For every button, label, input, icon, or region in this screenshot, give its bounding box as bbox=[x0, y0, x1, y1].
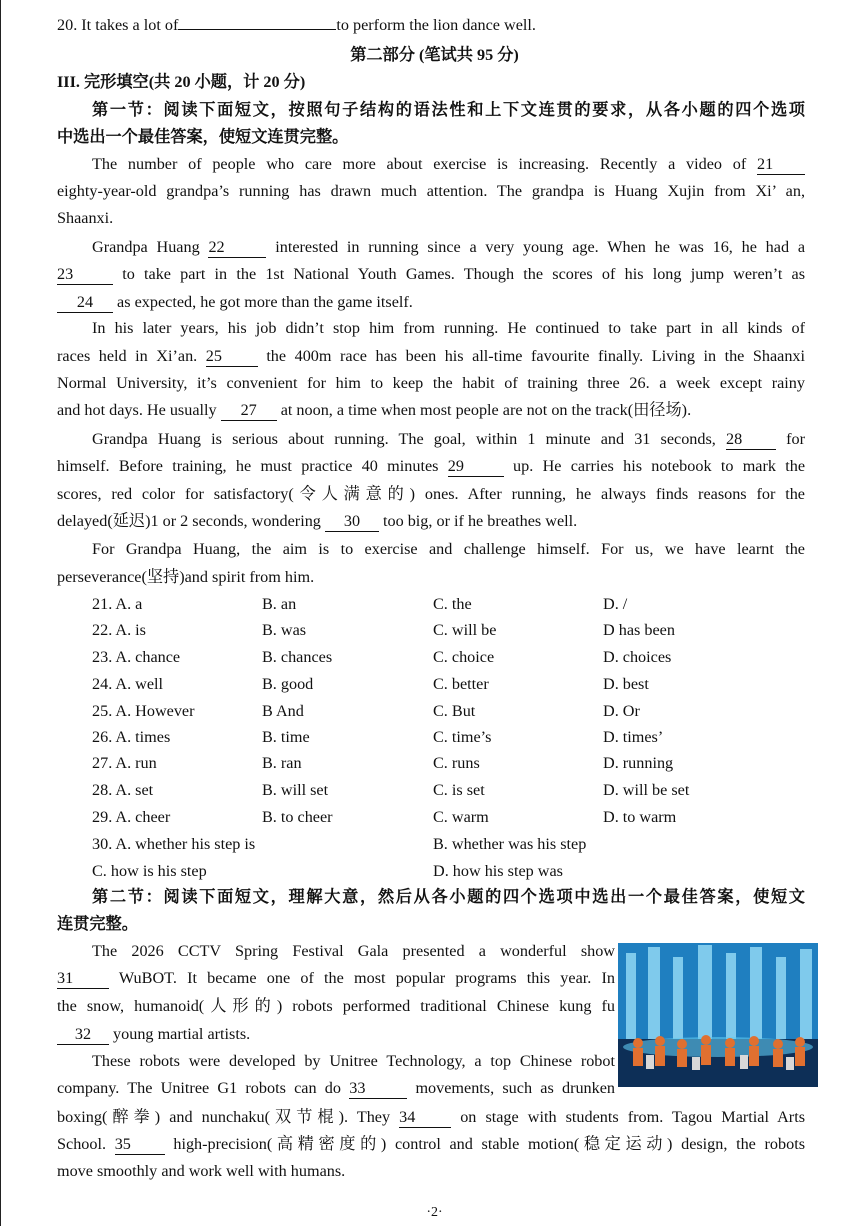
q20-prefix: 20. It takes a lot of bbox=[57, 16, 179, 34]
option-b[interactable]: B. good bbox=[262, 675, 314, 693]
passage2-line: The 2026 CCTV Spring Festival Gala presented a wonderful show bbox=[92, 942, 615, 960]
option-a[interactable]: 24. A. well bbox=[92, 675, 164, 693]
passage2-line: move smoothly and work well with humans. bbox=[57, 1162, 346, 1180]
blank-30[interactable]: 30 bbox=[325, 512, 379, 532]
option-b[interactable]: B And bbox=[262, 702, 304, 720]
option-d[interactable]: D has been bbox=[603, 621, 675, 639]
passage1-line: races held in Xi’an. 25 the 400m race has been his all-time favourite finally. Living in the Shaanxi bbox=[57, 347, 806, 365]
option-d[interactable]: D. choices bbox=[603, 648, 672, 666]
option-a[interactable]: 26. A. times bbox=[92, 728, 171, 746]
passage1-line: eighty-year-old grandpa’s running has drawn much attention. The grandpa is Huang Xujin from Xi’ an, bbox=[57, 182, 805, 200]
blank-24[interactable]: 24 bbox=[57, 293, 113, 313]
option-c[interactable]: C. runs bbox=[433, 754, 480, 772]
passage2-line: 32 young martial artists. bbox=[57, 1023, 805, 1045]
option-b[interactable]: B. chances bbox=[262, 648, 333, 666]
q20-suffix: to perform the lion dance well. bbox=[336, 16, 536, 34]
blank-23[interactable]: 23 bbox=[57, 265, 113, 285]
section1-instruction: 第一节：阅读下面短文，按照句子结构的语法性和上下文连贯的要求，从各小题的四个选项 bbox=[92, 101, 805, 119]
option-b[interactable]: B. whether was his step bbox=[433, 835, 587, 853]
passage1-line: Normal University, it’s convenient for him to keep the habit of training three 26. a week except rainy bbox=[57, 374, 805, 392]
option-c[interactable]: C. how is his step bbox=[92, 862, 207, 880]
passage2-line: School. 35 high-precision(高精密度的) control and stable motion(稳定运动) design, the robots bbox=[57, 1135, 805, 1153]
blank-32[interactable]: 32 bbox=[57, 1025, 109, 1045]
passage2-line: the snow, humanoid(人形的) robots performed traditional Chinese kung fu bbox=[57, 997, 615, 1015]
option-b[interactable]: B. time bbox=[262, 728, 310, 746]
option-c[interactable]: C. will be bbox=[433, 621, 497, 639]
passage1-line: For Grandpa Huang, the aim is to exercise and challenge himself. For us, we have learnt the bbox=[92, 540, 805, 558]
passage2-line: boxing(醉拳) and nunchaku(双节棍). They 34 on stage with students from. Tagou Martial Arts bbox=[57, 1108, 805, 1126]
option-c[interactable]: C. choice bbox=[433, 648, 495, 666]
passage1-line: The number of people who care more about exercise is increasing. Recently a video of 21 bbox=[92, 153, 805, 175]
section2-instruction: 第二节：阅读下面短文，理解大意，然后从各小题的四个选项中选出一个最佳答案，使短文 bbox=[92, 888, 805, 906]
option-c[interactable]: C. the bbox=[433, 595, 472, 613]
option-d[interactable]: D. times’ bbox=[603, 728, 664, 746]
blank-28[interactable]: 28 bbox=[726, 430, 776, 450]
passage1-line: Shaanxi. bbox=[57, 209, 114, 227]
option-a[interactable]: 27. A. run bbox=[92, 754, 157, 772]
blank-29[interactable]: 29 bbox=[448, 457, 504, 477]
passage2-line: 31 WuBOT. It became one of the most popular programs this year. In bbox=[57, 969, 615, 987]
section2-instruction: 连贯完整。 bbox=[57, 915, 138, 933]
passage1-line: himself. Before training, he must practice 40 minutes 29 up. He carries his notebook to mark the bbox=[57, 457, 806, 475]
page-number: ·2· bbox=[426, 1205, 443, 1220]
blank-21[interactable]: 21 bbox=[757, 155, 805, 175]
option-c[interactable]: C. warm bbox=[433, 808, 489, 826]
blank-22[interactable]: 22 bbox=[208, 238, 266, 258]
option-c[interactable]: C. is set bbox=[433, 781, 485, 799]
robot-performance-illustration bbox=[618, 943, 818, 1087]
option-a[interactable]: 21. A. a bbox=[92, 595, 143, 613]
passage1-line: Grandpa Huang is serious about running. The goal, within 1 minute and 31 seconds, 28 for bbox=[92, 430, 806, 448]
option-d[interactable]: D. to warm bbox=[603, 808, 677, 826]
option-c[interactable]: C. time’s bbox=[433, 728, 492, 746]
passage1-line: perseverance(坚持)and spirit from him. bbox=[57, 568, 315, 586]
option-a[interactable]: 30. A. whether his step is bbox=[92, 835, 256, 853]
passage1-line: 24 as expected, he got more than the game itself. bbox=[57, 291, 805, 313]
answer-blank-20[interactable] bbox=[178, 29, 336, 30]
blank-27[interactable]: 27 bbox=[221, 401, 277, 421]
section-3-heading: III. 完形填空(共 20 小题，计 20 分) bbox=[57, 73, 306, 91]
option-d[interactable]: D. / bbox=[603, 595, 628, 613]
option-d[interactable]: D. best bbox=[603, 675, 649, 693]
option-d[interactable]: D. will be set bbox=[603, 781, 690, 799]
option-b[interactable]: B. to cheer bbox=[262, 808, 333, 826]
option-b[interactable]: B. ran bbox=[262, 754, 302, 772]
option-b[interactable]: B. will set bbox=[262, 781, 329, 799]
option-d[interactable]: D. running bbox=[603, 754, 674, 772]
part-two-heading: 第二部分 (笔试共 95 分) bbox=[350, 46, 519, 64]
passage1-line: In his later years, his job didn’t stop him from running. He continued to take part in all kinds of bbox=[92, 319, 805, 337]
passage2-line: These robots were developed by Unitree Technology, a top Chinese robot bbox=[92, 1052, 615, 1070]
option-d[interactable]: D. Or bbox=[603, 702, 640, 720]
passage1-line: and hot days. He usually 27 at noon, a time when most people are not on the track(田径场). bbox=[57, 401, 692, 419]
blank-31[interactable]: 31 bbox=[57, 969, 109, 989]
blank-34[interactable]: 34 bbox=[399, 1108, 451, 1128]
option-a[interactable]: 29. A. cheer bbox=[92, 808, 171, 826]
passage2-line: company. The Unitree G1 robots can do 33 movements, such as drunken bbox=[57, 1079, 616, 1097]
option-c[interactable]: C. But bbox=[433, 702, 476, 720]
option-a[interactable]: 22. A. is bbox=[92, 621, 146, 639]
option-b[interactable]: B. was bbox=[262, 621, 307, 639]
robot-performance-photo bbox=[618, 943, 818, 1087]
passage1-line: Grandpa Huang 22 interested in running since a very young age. When he was 16, he had a bbox=[92, 238, 806, 256]
blank-25[interactable]: 25 bbox=[206, 347, 258, 367]
option-a[interactable]: 23. A. chance bbox=[92, 648, 181, 666]
passage1-line: scores, red color for satisfactory(令人满意的) ones. After running, he always finds reasons for the bbox=[57, 485, 805, 503]
section1-instruction: 中选出一个最佳答案，使短文连贯完整。 bbox=[57, 128, 349, 146]
option-c[interactable]: C. better bbox=[433, 675, 489, 693]
option-d[interactable]: D. how his step was bbox=[433, 862, 563, 880]
blank-35[interactable]: 35 bbox=[115, 1135, 165, 1155]
option-b[interactable]: B. an bbox=[262, 595, 297, 613]
passage1-line: delayed(延迟)1 or 2 seconds, wondering 30 too big, or if he breathes well. bbox=[57, 512, 578, 530]
passage1-line: 23 to take part in the 1st National Youth Games. Though the scores of his long jump weren’t as bbox=[57, 265, 806, 283]
question-20 bbox=[57, 14, 805, 36]
blank-33[interactable]: 33 bbox=[349, 1079, 407, 1099]
option-a[interactable]: 25. A. However bbox=[92, 702, 195, 720]
option-a[interactable]: 28. A. set bbox=[92, 781, 154, 799]
